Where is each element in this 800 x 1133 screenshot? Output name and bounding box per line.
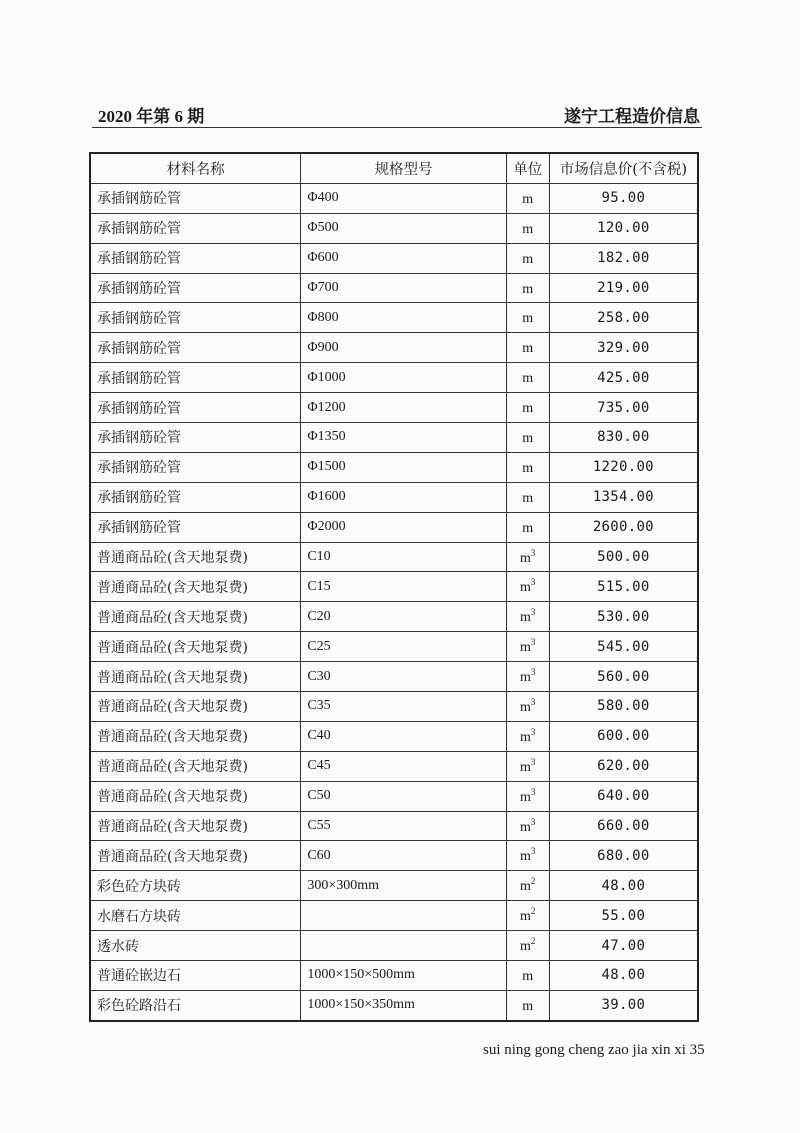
spec-cell: Φ400 — [301, 183, 506, 213]
price-cell: 500.00 — [549, 542, 698, 572]
unit-base: m — [522, 341, 534, 357]
table-row — [90, 602, 698, 632]
table-body — [90, 183, 698, 1020]
unit-cell — [506, 333, 549, 363]
material-name-cell: 彩色砼方块砖 — [90, 871, 301, 901]
material-name-cell: 承插钢筋砼管 — [90, 512, 301, 542]
unit-cell — [506, 303, 549, 333]
material-name-cell: 承插钢筋砼管 — [90, 303, 301, 333]
spec-cell: Φ600 — [301, 243, 506, 273]
unit-base: m — [522, 281, 534, 297]
spec-cell: C45 — [301, 751, 506, 781]
price-cell: 1354.00 — [549, 482, 698, 512]
page-footer: sui ning gong cheng zao jia xin xi 35 — [483, 1042, 705, 1058]
issue-label: 2020 年第 6 期 — [98, 107, 205, 126]
column-header-unit: 单位 — [506, 153, 549, 183]
unit-cell — [506, 961, 549, 991]
unit-base: m — [522, 191, 534, 207]
spec-cell: C10 — [301, 542, 506, 572]
spec-cell: C25 — [301, 632, 506, 662]
publication-title: 遂宁工程造价信息 — [564, 107, 700, 127]
spec-cell: Φ1500 — [301, 452, 506, 482]
price-cell: 600.00 — [549, 721, 698, 751]
spec-cell: Φ800 — [301, 303, 506, 333]
unit-base: m — [520, 640, 531, 656]
unit-base: m — [522, 460, 534, 476]
table-row — [90, 542, 698, 572]
price-cell: 47.00 — [549, 931, 698, 961]
material-name-cell: 普通商品砼(含天地泵费) — [90, 662, 301, 692]
material-name-cell: 普通商品砼(含天地泵费) — [90, 751, 301, 781]
unit-cell — [506, 363, 549, 393]
unit-cell — [506, 692, 549, 722]
price-cell: 219.00 — [549, 273, 698, 303]
unit-exponent: 3 — [530, 607, 536, 618]
material-name-cell: 承插钢筋砼管 — [90, 213, 301, 243]
unit-cell — [506, 781, 549, 811]
unit-base: m — [520, 580, 531, 596]
spec-cell: C50 — [301, 781, 506, 811]
unit-base: m — [520, 879, 531, 895]
price-cell: 55.00 — [549, 901, 698, 931]
table-row — [90, 183, 698, 213]
unit-base: m — [522, 520, 534, 536]
spec-cell: Φ500 — [301, 213, 506, 243]
unit-cell — [506, 751, 549, 781]
unit-cell — [506, 183, 549, 213]
material-name-cell: 普通商品砼(含天地泵费) — [90, 841, 301, 871]
material-name-cell: 承插钢筋砼管 — [90, 452, 301, 482]
unit-base: m — [520, 759, 531, 775]
unit-cell — [506, 542, 549, 572]
price-cell: 39.00 — [549, 990, 698, 1020]
table-row — [90, 662, 698, 692]
price-cell: 120.00 — [549, 213, 698, 243]
table-row — [90, 692, 698, 722]
unit-cell — [506, 721, 549, 751]
unit-base: m — [522, 221, 534, 237]
price-cell: 95.00 — [549, 183, 698, 213]
table-row — [90, 781, 698, 811]
unit-cell — [506, 243, 549, 273]
unit-cell — [506, 841, 549, 871]
table-row — [90, 213, 698, 243]
unit-cell — [506, 602, 549, 632]
material-name-cell: 承插钢筋砼管 — [90, 333, 301, 363]
unit-base: m — [520, 550, 531, 566]
material-name-cell: 普通商品砼(含天地泵费) — [90, 602, 301, 632]
table-row — [90, 841, 698, 871]
spec-cell: Φ700 — [301, 273, 506, 303]
price-cell: 735.00 — [549, 393, 698, 423]
table-row — [90, 333, 698, 363]
material-name-cell: 普通商品砼(含天地泵费) — [90, 692, 301, 722]
material-name-cell: 普通商品砼(含天地泵费) — [90, 632, 301, 662]
spec-cell: Φ900 — [301, 333, 506, 363]
material-name-cell: 承插钢筋砼管 — [90, 183, 301, 213]
material-name-cell: 普通商品砼(含天地泵费) — [90, 811, 301, 841]
price-cell: 1220.00 — [549, 452, 698, 482]
column-header-name: 材料名称 — [90, 153, 301, 183]
material-name-cell: 承插钢筋砼管 — [90, 363, 301, 393]
material-name-cell: 普通商品砼(含天地泵费) — [90, 721, 301, 751]
material-name-cell: 普通商品砼(含天地泵费) — [90, 572, 301, 602]
price-cell: 580.00 — [549, 692, 698, 722]
table-row — [90, 751, 698, 781]
unit-exponent: 3 — [530, 756, 536, 767]
spec-cell: Φ1000 — [301, 363, 506, 393]
header-divider — [92, 127, 702, 128]
unit-exponent: 3 — [530, 816, 536, 827]
spec-cell: C60 — [301, 841, 506, 871]
table-row — [90, 303, 698, 333]
unit-base: m — [520, 699, 531, 715]
unit-exponent: 3 — [530, 786, 536, 797]
unit-cell — [506, 423, 549, 453]
unit-base: m — [520, 939, 531, 955]
table-row — [90, 452, 698, 482]
spec-cell: C20 — [301, 602, 506, 632]
unit-base: m — [522, 998, 534, 1014]
spec-cell: 1000×150×350mm — [301, 990, 506, 1020]
spec-cell: Φ2000 — [301, 512, 506, 542]
unit-base: m — [522, 490, 534, 506]
unit-cell — [506, 393, 549, 423]
unit-cell — [506, 931, 549, 961]
unit-cell — [506, 482, 549, 512]
price-cell: 182.00 — [549, 243, 698, 273]
spec-cell: C35 — [301, 692, 506, 722]
price-cell: 620.00 — [549, 751, 698, 781]
unit-cell — [506, 213, 549, 243]
spec-cell: Φ1200 — [301, 393, 506, 423]
unit-cell — [506, 871, 549, 901]
price-cell: 2600.00 — [549, 512, 698, 542]
price-cell: 680.00 — [549, 841, 698, 871]
price-cell: 640.00 — [549, 781, 698, 811]
material-name-cell: 透水砖 — [90, 931, 301, 961]
table-row — [90, 931, 698, 961]
price-table — [89, 152, 699, 1022]
price-cell: 560.00 — [549, 662, 698, 692]
unit-exponent: 3 — [530, 547, 536, 558]
spec-cell: Φ1350 — [301, 423, 506, 453]
unit-base: m — [522, 251, 534, 267]
price-cell: 48.00 — [549, 961, 698, 991]
material-name-cell: 承插钢筋砼管 — [90, 393, 301, 423]
price-cell: 660.00 — [549, 811, 698, 841]
table-row — [90, 811, 698, 841]
material-name-cell: 承插钢筋砼管 — [90, 482, 301, 512]
unit-cell — [506, 572, 549, 602]
unit-cell — [506, 452, 549, 482]
material-name-cell: 彩色砼路沿石 — [90, 990, 301, 1020]
price-cell: 515.00 — [549, 572, 698, 602]
price-cell: 545.00 — [549, 632, 698, 662]
unit-base: m — [522, 401, 534, 417]
unit-exponent: 3 — [530, 637, 536, 648]
unit-cell — [506, 512, 549, 542]
table-row — [90, 721, 698, 751]
table-row — [90, 482, 698, 512]
spec-cell: 300×300mm — [301, 871, 506, 901]
column-header-spec: 规格型号 — [301, 153, 506, 183]
table-header-row — [90, 153, 698, 183]
table-row — [90, 273, 698, 303]
price-cell: 530.00 — [549, 602, 698, 632]
price-cell: 329.00 — [549, 333, 698, 363]
price-cell: 830.00 — [549, 423, 698, 453]
spec-cell: C15 — [301, 572, 506, 602]
unit-base: m — [522, 968, 534, 984]
spec-cell: C55 — [301, 811, 506, 841]
unit-base: m — [522, 311, 534, 327]
unit-exponent: 2 — [530, 906, 536, 917]
unit-base: m — [520, 909, 531, 925]
unit-base: m — [520, 610, 531, 626]
table-row — [90, 393, 698, 423]
table-row — [90, 243, 698, 273]
unit-exponent: 3 — [530, 846, 536, 857]
table-row — [90, 423, 698, 453]
material-name-cell: 普通商品砼(含天地泵费) — [90, 781, 301, 811]
spec-cell: C40 — [301, 721, 506, 751]
table-row — [90, 990, 698, 1020]
spec-cell: Φ1600 — [301, 482, 506, 512]
table-row — [90, 961, 698, 991]
unit-base: m — [522, 430, 534, 446]
unit-cell — [506, 990, 549, 1020]
unit-exponent: 3 — [530, 577, 536, 588]
unit-exponent: 3 — [530, 726, 536, 737]
spec-cell — [301, 901, 506, 931]
unit-base: m — [520, 729, 531, 745]
unit-cell — [506, 273, 549, 303]
table-row — [90, 572, 698, 602]
unit-cell — [506, 662, 549, 692]
material-name-cell: 承插钢筋砼管 — [90, 273, 301, 303]
material-name-cell: 普通砼嵌边石 — [90, 961, 301, 991]
material-name-cell: 普通商品砼(含天地泵费) — [90, 542, 301, 572]
table-row — [90, 363, 698, 393]
unit-exponent: 3 — [530, 667, 536, 678]
unit-base: m — [520, 789, 531, 805]
unit-cell — [506, 811, 549, 841]
unit-exponent: 3 — [530, 696, 536, 707]
spec-cell: 1000×150×500mm — [301, 961, 506, 991]
price-cell: 48.00 — [549, 871, 698, 901]
material-name-cell: 水磨石方块砖 — [90, 901, 301, 931]
price-cell: 425.00 — [549, 363, 698, 393]
unit-exponent: 2 — [530, 936, 536, 947]
table-row — [90, 871, 698, 901]
unit-base: m — [522, 371, 534, 387]
table-row — [90, 632, 698, 662]
spec-cell — [301, 931, 506, 961]
table-row — [90, 512, 698, 542]
unit-cell — [506, 632, 549, 662]
table-row — [90, 901, 698, 931]
unit-exponent: 2 — [530, 876, 536, 887]
unit-base: m — [520, 670, 531, 686]
price-cell: 258.00 — [549, 303, 698, 333]
unit-cell — [506, 901, 549, 931]
material-name-cell: 承插钢筋砼管 — [90, 243, 301, 273]
unit-base: m — [520, 849, 531, 865]
unit-base: m — [520, 819, 531, 835]
column-header-price: 市场信息价(不含税) — [549, 153, 698, 183]
material-name-cell: 承插钢筋砼管 — [90, 423, 301, 453]
spec-cell: C30 — [301, 662, 506, 692]
